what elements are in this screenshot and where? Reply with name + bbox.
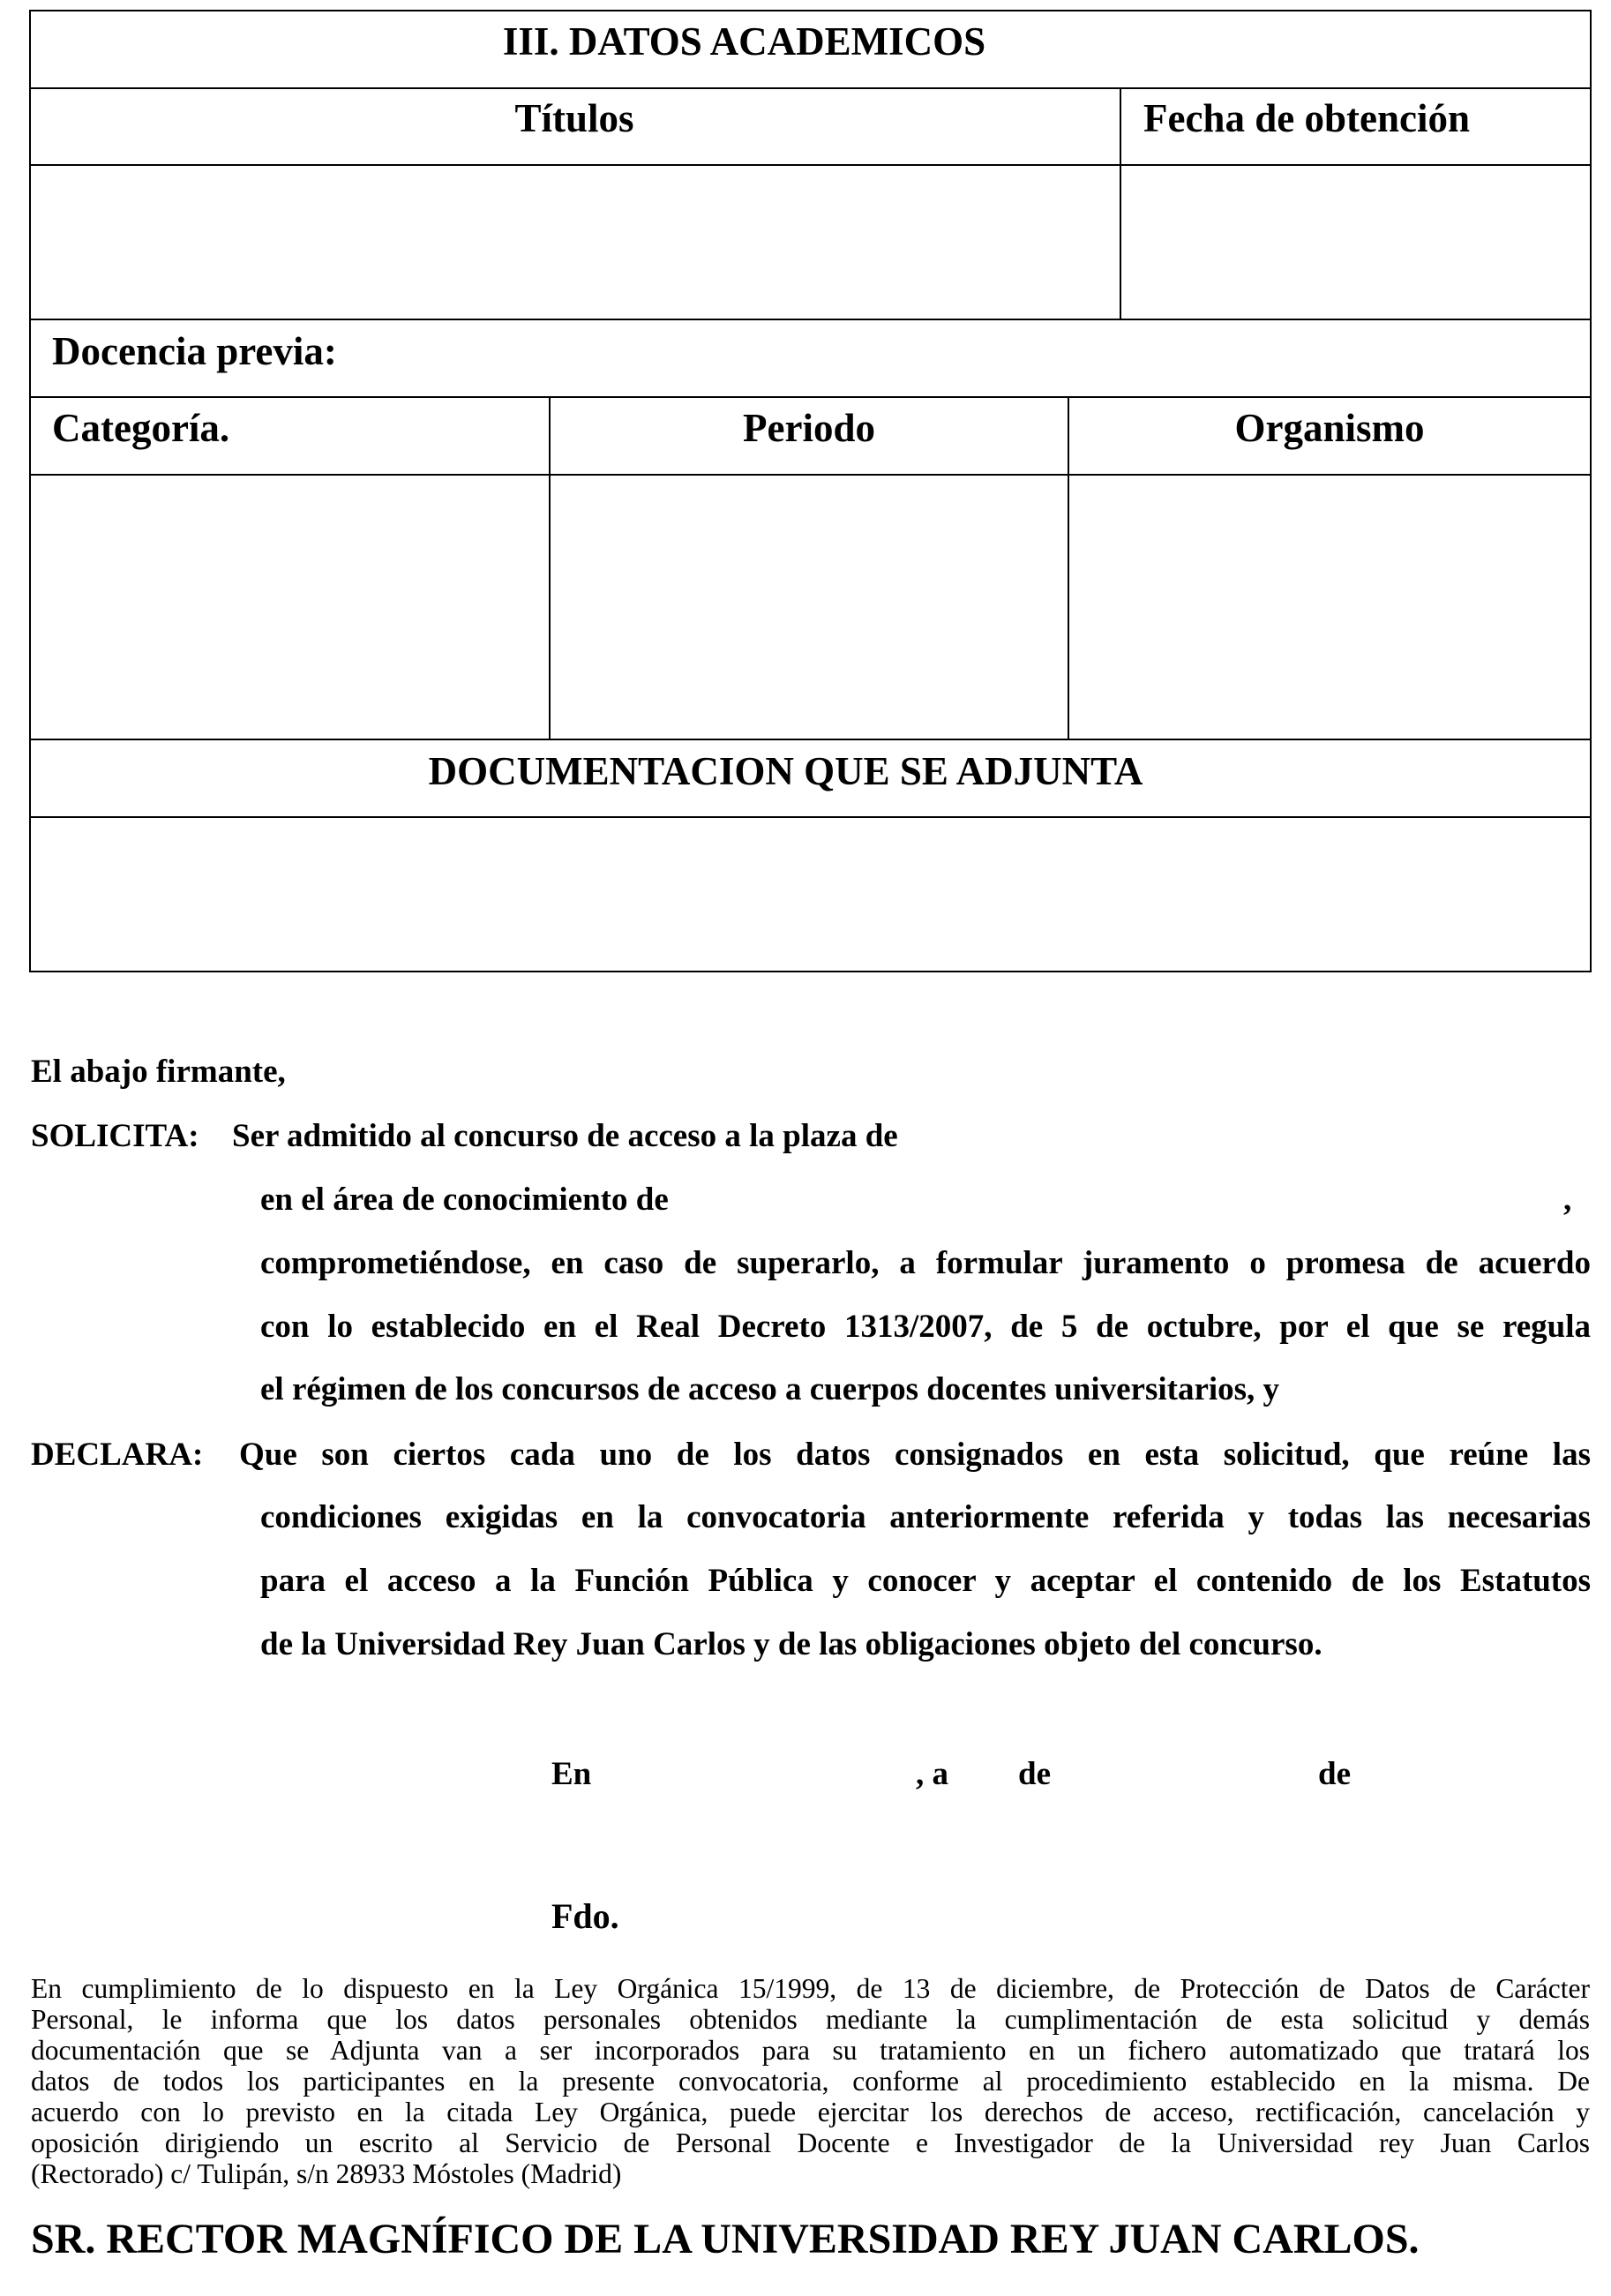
day-label: , a [916, 1756, 948, 1792]
notice-line: documentación que se Adjunta van a ser incorporados para su tratamiento en un fichero automatizado que tratará los [31, 2035, 1590, 2066]
previous-teaching-label: Docencia previa: [52, 329, 337, 373]
table-rule [1120, 87, 1121, 320]
month-label: de [1018, 1756, 1051, 1792]
notice-line: datos de todos los participantes en la presente convocatoria, conforme al procedimiento establecido en la misma. De [31, 2066, 1590, 2097]
notice-line: oposición dirigiendo un escrito al Servicio de Personal Docente e Investigador de la Universidad rey Juan Carlos [31, 2127, 1590, 2158]
table-border-right [1590, 10, 1592, 972]
solicita-line-regime: el régimen de los concursos de acceso a cuerpos docentes universitarios, y [260, 1371, 1280, 1407]
table-rule [29, 816, 1592, 818]
table-rule [29, 396, 1592, 398]
column-header-category: Categoría. [52, 406, 230, 450]
notice-line: acuerdo con lo previsto en la citada Ley Orgánica, puede ejercitar los derechos de acceso, rectificación, cancelación y [31, 2097, 1590, 2127]
column-header-organism: Organismo [1234, 406, 1425, 450]
declara-line: condiciones exigidas en la convocatoria anteriormente referida y todas las necesarias [260, 1499, 1591, 1535]
signed-label: Fdo. [551, 1896, 619, 1936]
notice-line: (Rectorado) c/ Tulipán, s/n 28933 Móstoles (Madrid) [31, 2158, 622, 2189]
column-header-period: Periodo [743, 406, 875, 450]
table-border-bottom [29, 971, 1592, 972]
addressee: SR. RECTOR MAGNÍFICO DE LA UNIVERSIDAD REY JUAN CARLOS. [31, 2216, 1420, 2262]
signer-intro: El abajo firmante, [31, 1054, 286, 1090]
notice-line: En cumplimiento de lo dispuesto en la Ley Orgánica 15/1999, de 13 de diciembre, de Protección de Datos de Carácter [31, 1973, 1590, 2004]
place-label: En [551, 1756, 592, 1792]
table-border-top [29, 10, 1592, 11]
solicita-text: Ser admitido al concurso de acceso a la plaza de [232, 1118, 898, 1154]
declara-line: de la Universidad Rey Juan Carlos y de las obligaciones objeto del concurso. [260, 1626, 1323, 1662]
table-rule [29, 474, 1592, 476]
declara-line: Que son ciertos cada uno de los datos consignados en esta solicitud, que reúne las [239, 1437, 1591, 1473]
area-comma: , [1563, 1182, 1572, 1218]
attached-docs-header: DOCUMENTACION QUE SE ADJUNTA [428, 749, 1143, 793]
declara-label: DECLARA: [31, 1437, 204, 1473]
column-header-date: Fecha de obtención [1143, 96, 1470, 140]
table-rule [29, 739, 1592, 740]
area-line: en el área de conocimiento de [260, 1182, 669, 1218]
table-border-left [29, 10, 31, 972]
year-label: de [1318, 1756, 1351, 1792]
solicita-label: SOLICITA: [31, 1118, 199, 1154]
section-title: III. DATOS ACADEMICOS [502, 19, 986, 64]
table-rule [29, 164, 1592, 166]
solicita-line-commitment: comprometiéndose, en caso de superarlo, a formular juramento o promesa de acuerdo [260, 1245, 1591, 1281]
column-header-titles: Títulos [514, 96, 634, 140]
solicita-line-decree: con lo establecido en el Real Decreto 1313/2007, de 5 de octubre, por el que se regula [260, 1309, 1591, 1345]
notice-line: Personal, le informa que los datos personales obtenidos mediante la cumplimentación de esta solicitud y demás [31, 2004, 1590, 2035]
table-rule [29, 87, 1592, 89]
declara-line: para el acceso a la Función Pública y conocer y aceptar el contenido de los Estatutos [260, 1563, 1591, 1599]
table-rule [29, 319, 1592, 320]
